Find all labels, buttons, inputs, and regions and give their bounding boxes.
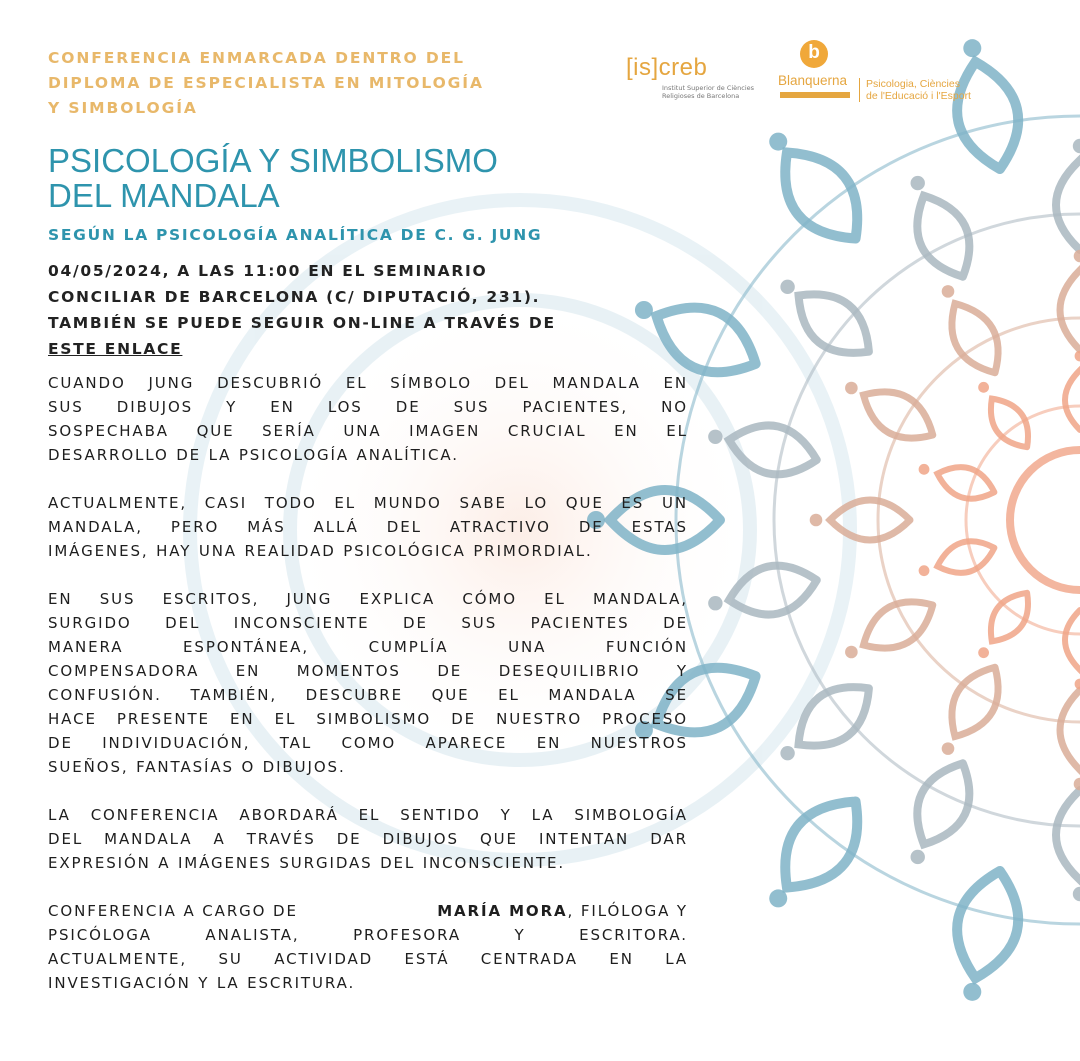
mandala-ornament	[978, 647, 989, 658]
paragraph-line: DESARROLLO DE LA PSICOLOGÍA ANALÍTICA.	[48, 446, 459, 464]
mandala-ornament	[957, 871, 1018, 978]
paragraph-line: HACE PRESENTE EN EL SIMBOLISMO DE NUESTRO PROCESO	[48, 710, 688, 728]
online-link[interactable]: ESTE ENLACE	[48, 340, 183, 358]
mandala-ornament	[708, 430, 722, 444]
mandala-ornament	[1073, 887, 1080, 901]
mandala-ornament	[937, 467, 994, 499]
mandala-ornament	[810, 514, 823, 527]
mandala-ornament	[911, 176, 925, 190]
blanquerna-wordmark: Blanquerna	[778, 73, 848, 88]
iscreb-subtitle: Institut Superior de Ciències Religioses de Barcelona	[662, 84, 755, 100]
paragraph-line: LA CONFERENCIA ABORDARÁ EL SENTIDO Y LA SIMBOLOGÍA	[48, 806, 688, 824]
iscreb-wordmark: [is]creb	[626, 54, 708, 81]
blanquerna-logo	[778, 40, 978, 110]
paragraph-line: EXPRESIÓN A IMÁGENES SURGIDAS DEL INCONSCIENTE.	[48, 854, 566, 872]
paragraph-line: ACTUALMENTE, SU ACTIVIDAD ESTÁ CENTRADA EN LA	[48, 950, 688, 968]
blanquerna-b-icon: b	[800, 40, 828, 68]
paragraph-line: MANERA ESPONTÁNEA, CUMPLÍA UNA FUNCIÓN	[48, 638, 688, 656]
mandala-ornament	[769, 889, 787, 907]
paragraph-line: SOSPECHABA QUE SERÍA UNA IMAGEN CRUCIAL EN EL	[48, 422, 688, 440]
mandala-ornament	[942, 285, 955, 298]
mandala-ornament	[1010, 450, 1080, 590]
blanquerna-bar	[780, 92, 850, 98]
mandala-ornament	[845, 646, 858, 659]
mandala-ornament	[911, 850, 925, 864]
page-subtitle: SEGÚN LA PSICOLOGÍA ANALÍTICA DE C. G. JUNG	[48, 226, 543, 244]
paragraph-line: MANDALA, PERO MÁS ALLÁ DEL ATRACTIVO DE ESTAS	[48, 518, 688, 536]
mandala-ornament	[942, 742, 955, 755]
mandala-ornament	[1065, 610, 1080, 670]
mandala-ornament	[917, 763, 969, 844]
paragraph-line: SUEÑOS, FANTASÍAS O DIBUJOS.	[48, 758, 346, 776]
speaker-name: MARÍA MORA	[437, 902, 568, 920]
paragraph-line: INVESTIGACIÓN Y LA ESCRITURA.	[48, 974, 356, 992]
paragraph-4	[48, 803, 688, 875]
paragraph-line: COMPENSADORA EN MOMENTOS DE DESEQUILIBRIO Y	[48, 662, 688, 680]
paragraph-3	[48, 587, 688, 779]
logo-divider	[859, 78, 860, 102]
iscreb-logo	[622, 54, 762, 104]
paragraph-line: SUS DIBUJOS Y EN LOS DE SUS PACIENTES, NO	[48, 398, 688, 416]
mandala-ornament	[1074, 250, 1080, 263]
mandala-ornament	[1060, 690, 1080, 770]
event-details: 04/05/2024, A LAS 11:00 EN EL SEMINARIO CONCILIAR DE BARCELONA (C/ DIPUTACIÓ, 231). TAMBIÉN SE PUEDE SEGUIR ON-LINE A TRAVÉS DE ESTE ENLACE	[48, 262, 556, 358]
mandala-ornament	[1065, 370, 1080, 430]
mandala-ornament	[780, 746, 794, 760]
mandala-ornament	[785, 801, 857, 887]
mandala-ornament	[1074, 778, 1080, 791]
mandala-ornament	[799, 294, 869, 353]
paragraph-1	[48, 371, 688, 467]
paragraph-5	[48, 899, 688, 995]
mandala-ornament	[1056, 790, 1080, 880]
paragraph-2	[48, 491, 688, 563]
paragraph-line: CONFUSIÓN. TAMBIÉN, DESCUBRE QUE EL MANDALA SE	[48, 686, 688, 704]
mandala-ornament	[1075, 679, 1080, 690]
conference-context: CONFERENCIA ENMARCADA DENTRO DEL DIPLOMA DE ESPECIALISTA EN MITOLOGÍA Y SIMBOLOGÍA	[48, 49, 484, 117]
mandala-ornament	[919, 565, 930, 576]
mandala-ornament	[845, 382, 858, 395]
mandala-ornament	[978, 382, 989, 393]
mandala-ornament	[919, 464, 930, 475]
paragraph-line: PSICÓLOGA ANALISTA, PROFESORA Y ESCRITORA.	[48, 926, 688, 944]
mandala-ornament	[1075, 351, 1080, 362]
mandala-ornament	[1073, 139, 1080, 153]
mandala-ornament	[780, 280, 794, 294]
paragraph-line: SURGIDO DEL INCONSCIENTE DE SUS PACIENTES DE	[48, 614, 688, 632]
mandala-ornament	[1056, 160, 1080, 250]
page-title: PSICOLOGÍA Y SIMBOLISMO DEL MANDALA	[48, 142, 498, 214]
paragraph-line: CUANDO JUNG DESCUBRIÓ EL SÍMBOLO DEL MANDALA EN	[48, 374, 688, 392]
paragraph-line: ACTUALMENTE, CASI TODO EL MUNDO SABE LO QUE ES UN	[48, 494, 688, 512]
paragraph-5-line: CONFERENCIA A CARGO DE MARÍA MORA, FILÓLOGA Y	[48, 902, 688, 920]
mandala-ornament	[769, 133, 787, 151]
mandala-ornament	[966, 406, 1080, 634]
mandala-ornament	[963, 983, 981, 1001]
mandala-ornament	[785, 153, 857, 239]
mandala-ornament	[917, 196, 969, 277]
paragraph-line: DEL MANDALA A TRAVÉS DE DIBUJOS QUE INTENTAN DAR	[48, 830, 688, 848]
mandala-ornament	[937, 541, 994, 573]
paragraph-line: IMÁGENES, HAY UNA REALIDAD PSICOLÓGICA PRIMORDIAL.	[48, 542, 593, 560]
mandala-ornament	[1060, 270, 1080, 350]
mandala-ornament	[830, 500, 910, 540]
paragraph-line: DE INDIVIDUACIÓN, TAL COMO APARECE EN NUESTROS	[48, 734, 688, 752]
mandala-ornament	[708, 596, 722, 610]
blanquerna-department: Psicologia, Ciències de l'Educació i l'Esport	[866, 78, 971, 102]
paragraph-line: EN SUS ESCRITOS, JUNG EXPLICA CÓMO EL MANDALA,	[48, 590, 688, 608]
